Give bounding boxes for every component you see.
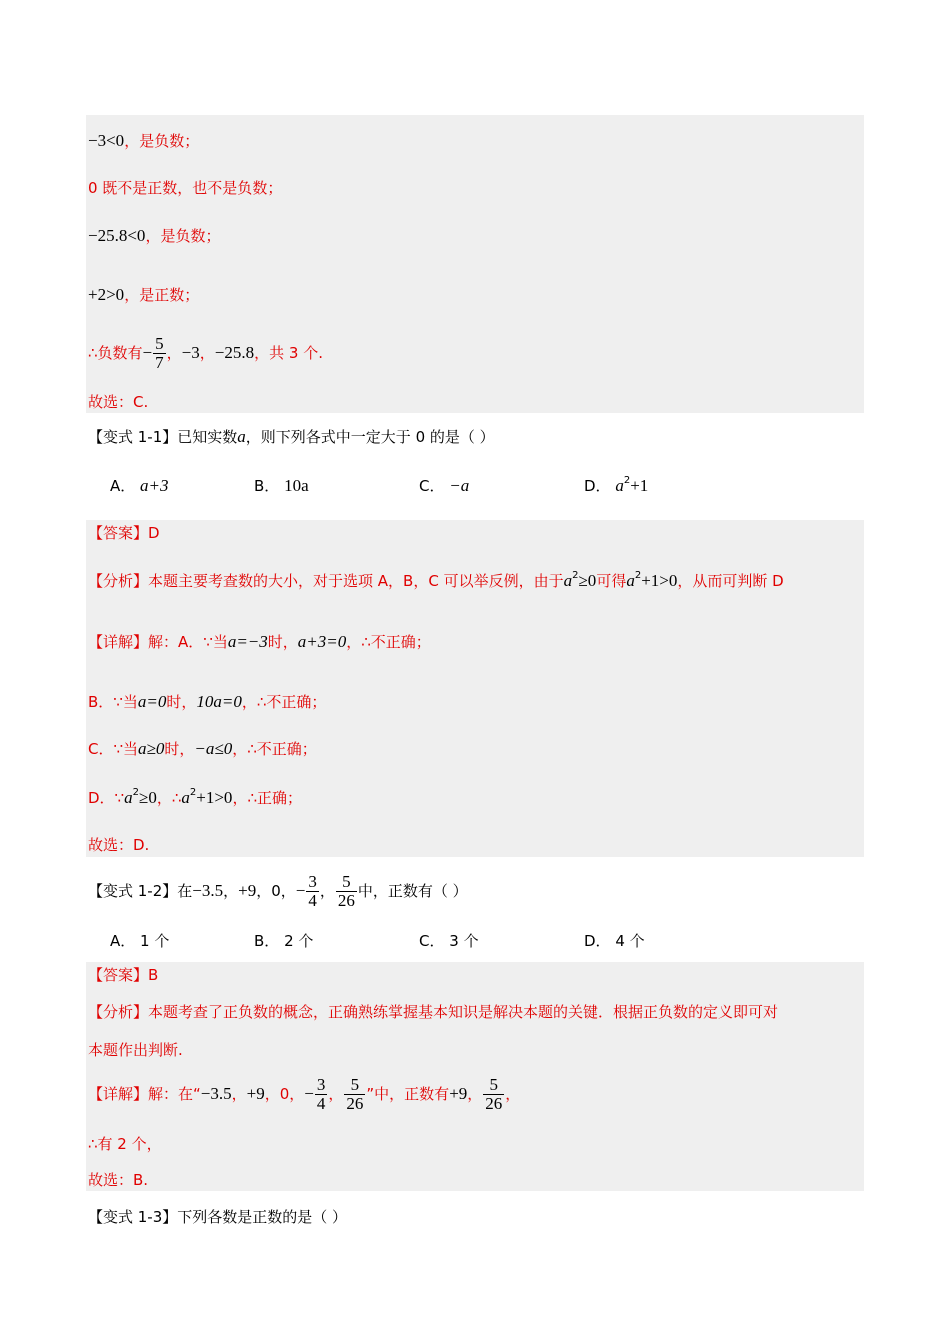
analysis-text: 可得: [596, 572, 627, 590]
option-base: a: [615, 476, 624, 495]
sep: ，0，: [264, 1085, 305, 1103]
analysis-tag: 【分析】: [88, 572, 149, 590]
math-expr: a=0: [137, 692, 167, 711]
text: ，: [505, 1085, 521, 1103]
option-rest: +1: [630, 476, 649, 495]
exponent: 2: [572, 570, 579, 581]
option-b: [254, 931, 313, 951]
denominator: 4: [316, 1094, 326, 1113]
math-expr: +9: [449, 1084, 468, 1103]
detail-1-2: [88, 1075, 520, 1113]
math-expr: −25.8: [214, 343, 255, 362]
numerator: 5: [155, 334, 164, 353]
text: ，是负数；: [145, 227, 221, 245]
analysis-text: 本题主要考查数的大小，对于选项 A，B，C 可以举反例，由于: [148, 572, 564, 590]
fraction: [306, 873, 319, 910]
numerator: 5: [483, 1076, 504, 1095]
minus: −: [295, 881, 306, 900]
option-label: D．: [584, 932, 611, 950]
analysis-1-2: [88, 1002, 778, 1022]
answer-1-1: 【答案】D: [88, 524, 160, 542]
math-expr: +1>0: [641, 571, 678, 590]
question-1-2: [88, 872, 468, 910]
analysis-text: 本题考查了正负数的概念，正确熟练掌握基本知识是解决本题的关键．根据正负数的定义即可对: [148, 1003, 779, 1021]
numerator: 3: [316, 1075, 326, 1094]
math-var: a: [124, 788, 133, 807]
option-label: D．: [584, 477, 611, 495]
text: 解：A．∵当: [148, 633, 228, 651]
conclusion-1-2: 故选：B.: [88, 1171, 149, 1189]
question-text: 中，正数有（ ）: [357, 882, 468, 900]
sep: ，: [467, 1085, 483, 1103]
conclusion-1-1: 故选：D.: [88, 836, 150, 854]
solution-line-5: [88, 334, 323, 372]
analysis-1-1: [88, 571, 784, 591]
answer-1-2: 【答案】B: [88, 966, 159, 984]
fraction: [153, 335, 166, 372]
solution-line-6: 故选：C.: [88, 393, 149, 411]
text: ”中，正数有: [366, 1085, 450, 1103]
option-d: [584, 476, 648, 496]
solution-line-3: [88, 226, 220, 246]
math-expr: −3.5: [200, 1084, 232, 1103]
math-expr: ≥0: [138, 788, 157, 807]
denominator: 26: [337, 891, 355, 910]
fraction: [344, 1076, 365, 1113]
option-label: C．: [419, 932, 445, 950]
option-text: 2 个: [284, 932, 314, 950]
analysis-text: ，从而可判断 D: [677, 572, 784, 590]
text: 时，: [166, 693, 197, 711]
math-expr: +2>0: [88, 285, 125, 304]
math-expr: +1>0: [196, 788, 233, 807]
fraction: [483, 1076, 504, 1113]
text: 时，: [267, 633, 298, 651]
option-c: [419, 476, 469, 496]
detail-tag: 【详解】: [88, 1085, 149, 1103]
text: B．∵当: [88, 693, 138, 711]
question-tag: 【变式 1-3】: [88, 1208, 178, 1226]
math-expr: −3: [181, 343, 200, 362]
option-expr: a+3: [140, 476, 169, 495]
sep: ，: [231, 1085, 247, 1103]
option-a: [110, 476, 169, 496]
math-var: a: [181, 788, 190, 807]
option-label: A．: [110, 932, 136, 950]
option-c: [419, 931, 479, 951]
numerator: 3: [308, 872, 317, 891]
sep: ，: [199, 344, 215, 362]
text: C．∵当: [88, 740, 139, 758]
detail-tag: 【详解】: [88, 633, 149, 651]
numerator: 5: [344, 1076, 365, 1095]
analysis-1-2-cont: 本题作出判断.: [88, 1041, 183, 1059]
text: ，∴不正确；: [232, 740, 317, 758]
math-expr: ≥0: [578, 571, 597, 590]
math-var: a: [626, 571, 635, 590]
text: ，是正数；: [124, 286, 200, 304]
solution-line-4: [88, 285, 199, 305]
question-text: ，则下列各式中一定大于 0 的是（ ）: [245, 428, 495, 446]
option-b: [254, 476, 309, 496]
fraction: [315, 1076, 328, 1113]
math-expr: +9: [238, 881, 257, 900]
sep: ，: [328, 1085, 344, 1103]
question-1-3: [88, 1207, 347, 1227]
sep: ，: [319, 882, 335, 900]
option-text: 3 个: [449, 932, 479, 950]
sep: ，: [223, 882, 239, 900]
denominator: 26: [485, 1094, 503, 1113]
option-text: 4 个: [615, 932, 645, 950]
text: ，∴不正确；: [241, 693, 327, 711]
fraction: [336, 873, 357, 910]
math-expr: +9: [246, 1084, 265, 1103]
detail-1-1-b: [88, 692, 326, 712]
question-1-1: [88, 427, 495, 447]
question-text: 在: [177, 882, 193, 900]
count-1-2: ∴有 2 个，: [88, 1135, 162, 1153]
option-d: [584, 931, 645, 951]
question-text: 已知实数: [177, 428, 238, 446]
question-tag: 【变式 1-1】: [88, 428, 178, 446]
sep: ，: [166, 344, 182, 362]
text: 时，: [164, 740, 195, 758]
text: ，∴正确；: [232, 789, 302, 807]
question-tag: 【变式 1-2】: [88, 882, 178, 900]
option-text: 1 个: [140, 932, 170, 950]
exponent: 2: [189, 787, 197, 798]
option-label: C．: [419, 477, 445, 495]
analysis-tag: 【分析】: [88, 1003, 149, 1021]
option-label: B．: [254, 477, 280, 495]
minus: −: [304, 1084, 314, 1103]
math-expr: a+3=0: [297, 632, 347, 651]
option-a: [110, 931, 169, 951]
detail-1-1-d: [88, 788, 302, 808]
option-label: B．: [254, 932, 280, 950]
denominator: 4: [308, 891, 317, 910]
math-expr: −a≤0: [194, 739, 233, 758]
option-expr: −a: [449, 476, 470, 495]
text: ∴负数有: [88, 344, 143, 362]
math-expr: −3<0: [88, 131, 125, 150]
solution-line-2: 0 既不是正数，也不是负数；: [88, 179, 283, 197]
denominator: 7: [155, 353, 164, 372]
exponent: 2: [132, 787, 139, 798]
math-expr: a≥0: [138, 739, 165, 758]
text: 解：在“: [148, 1085, 201, 1103]
denominator: 26: [346, 1094, 364, 1113]
math-expr: −25.8<0: [88, 226, 146, 245]
math-var: a: [563, 571, 573, 590]
text: ，∴不正确；: [346, 633, 431, 651]
minus: −: [142, 343, 153, 362]
detail-1-1-c: [88, 739, 317, 759]
text: ，∴: [156, 789, 182, 807]
option-label: A．: [110, 477, 136, 495]
option-expr: 10a: [284, 476, 309, 495]
sep: ，0，: [256, 882, 296, 900]
math-expr: a=−3: [227, 632, 268, 651]
text: ，是负数；: [124, 132, 200, 150]
text: D．∵: [88, 789, 125, 807]
text: ，共 3 个.: [254, 344, 323, 362]
math-expr: −3.5: [192, 881, 224, 900]
math-var: a: [237, 427, 246, 446]
math-expr: 10a=0: [196, 692, 242, 711]
detail-1-1-a: [88, 632, 431, 652]
solution-line-1: [88, 131, 199, 151]
exponent: 2: [634, 570, 642, 581]
exponent: 2: [623, 475, 631, 486]
numerator: 5: [336, 873, 357, 892]
question-text: 下列各数是正数的是（ ）: [177, 1208, 348, 1226]
